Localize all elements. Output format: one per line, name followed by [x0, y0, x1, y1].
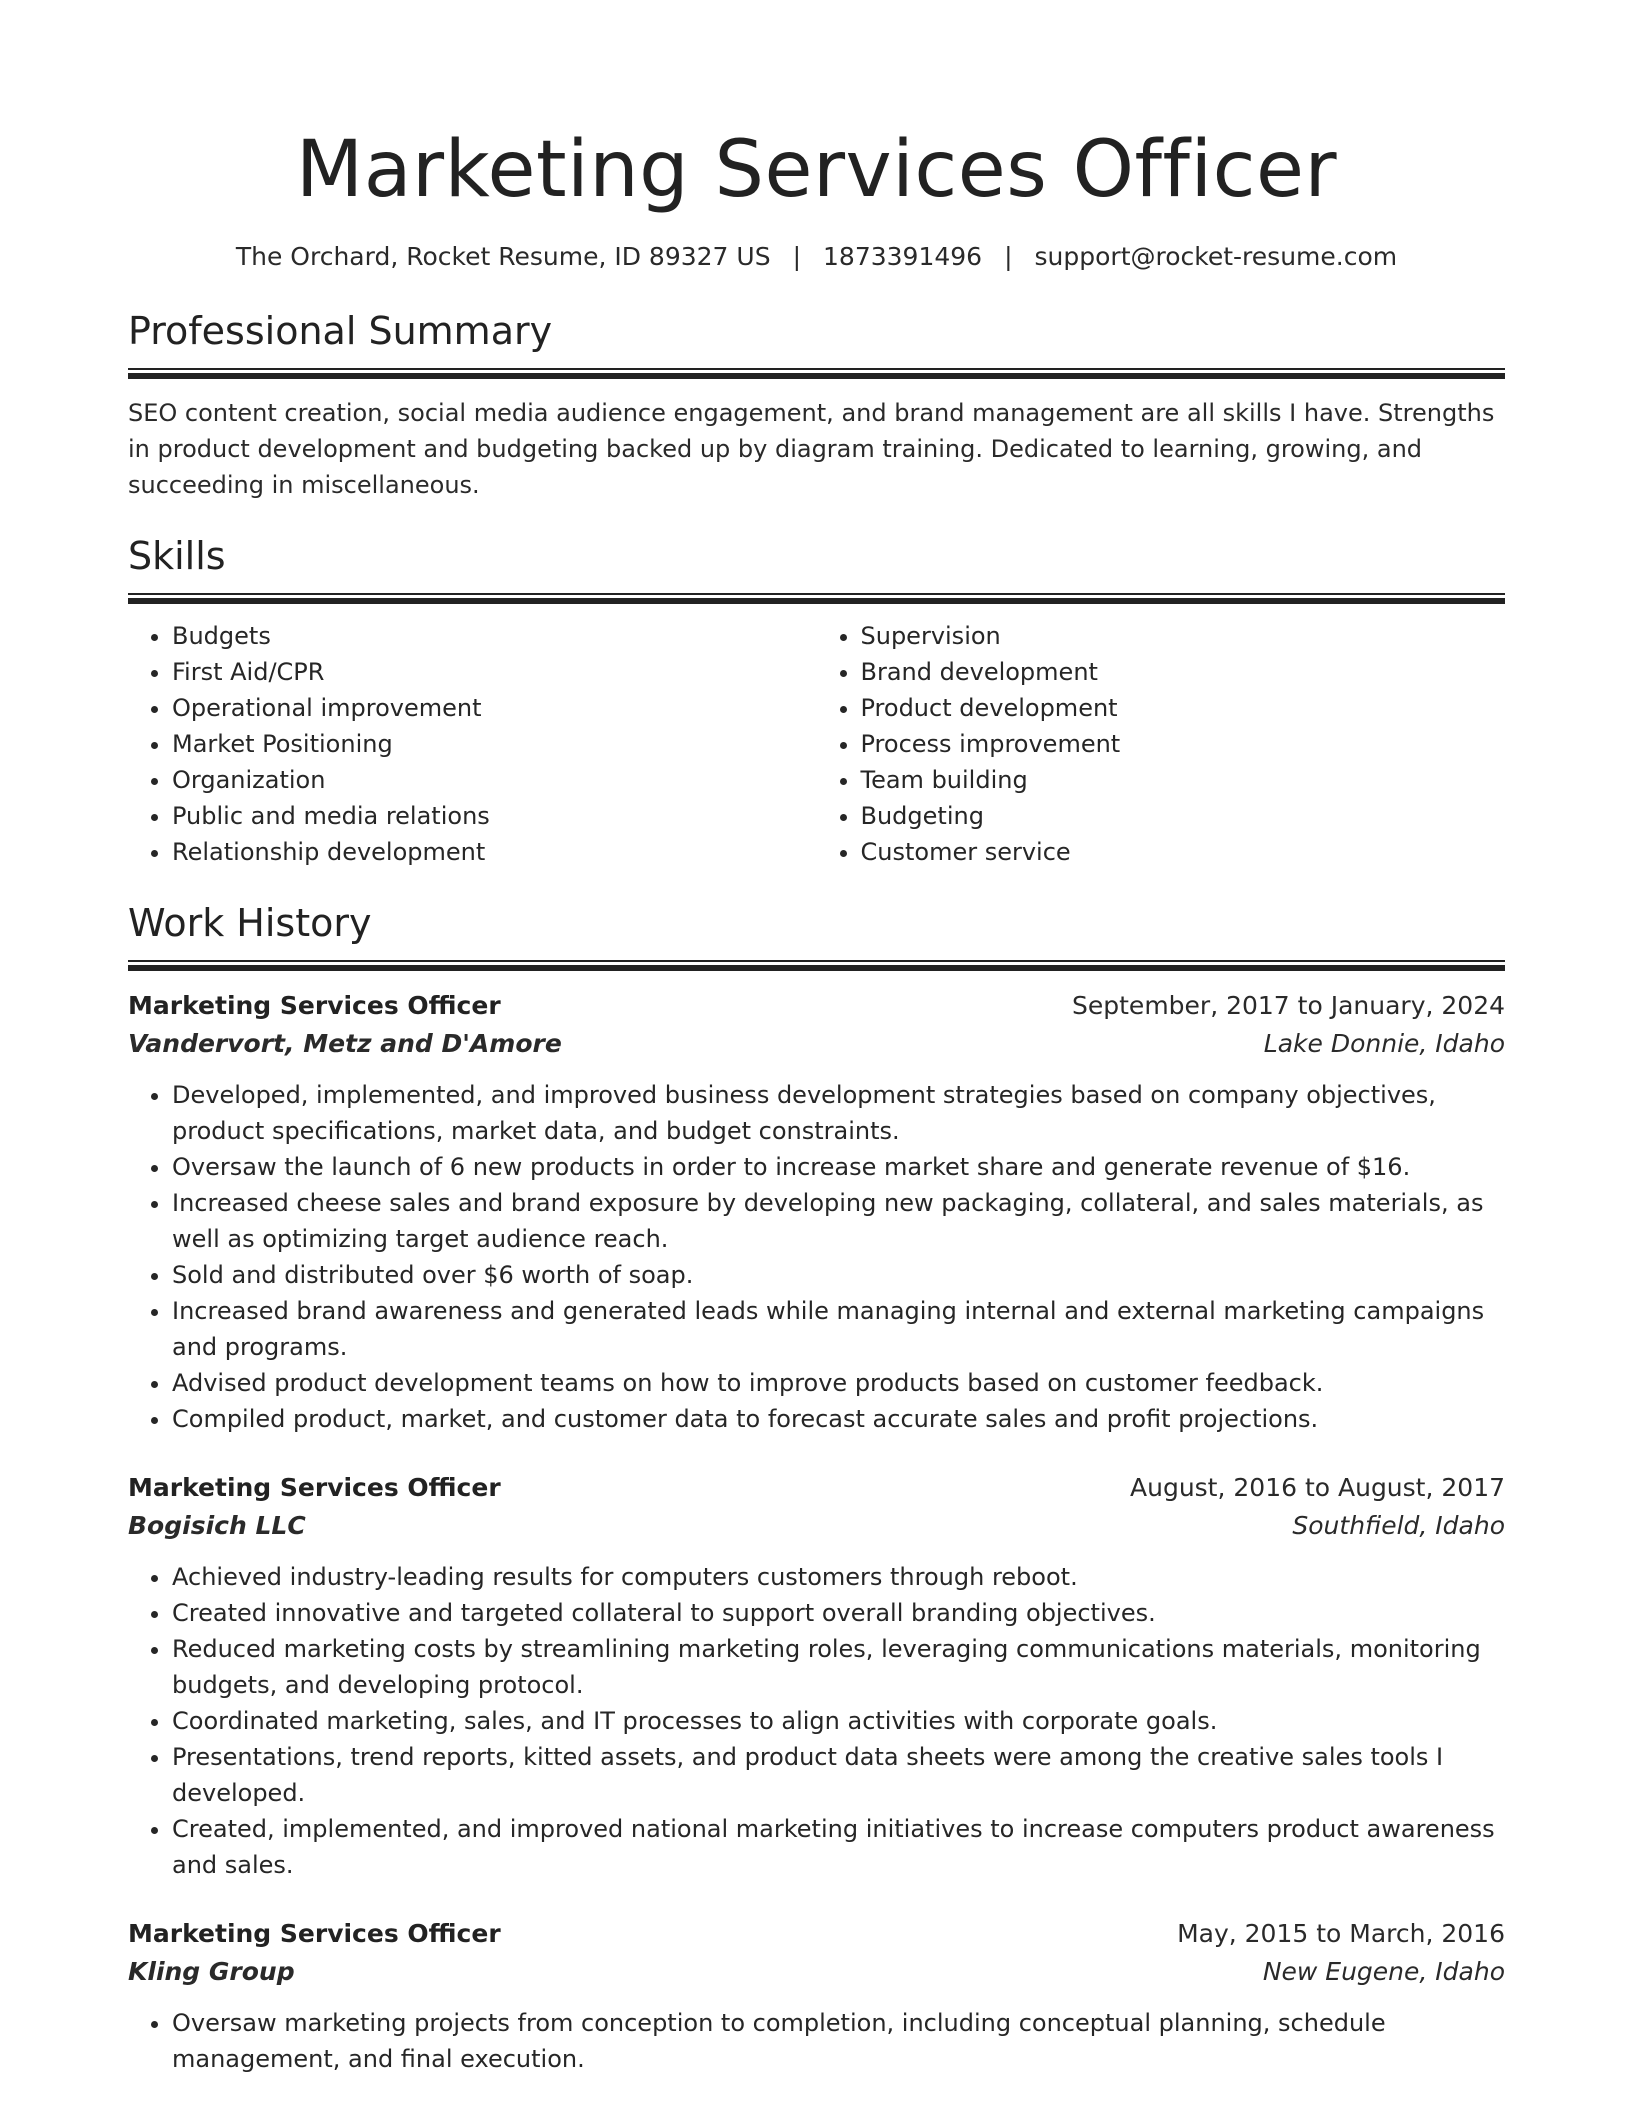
job-bullet: • Achieved industry-leading results for computers customers through reboot. [172, 1559, 1505, 1595]
contact-email[interactable]: support@rocket-resume.com [1034, 242, 1398, 271]
job-title: Marketing Services Officer [128, 1473, 501, 1502]
job-header [128, 1915, 1505, 1953]
section-divider [128, 368, 1505, 379]
job-bullet: • Increased brand awareness and generated leads while managing internal and external marketing campaigns and programs. [172, 1293, 1505, 1365]
skills-list-right [817, 618, 1506, 870]
job-entry [128, 1469, 1505, 1883]
skill-item: • Brand development [861, 654, 1506, 690]
job-bullet: • Compiled product, market, and customer data to forecast accurate sales and profit projections. [172, 1401, 1505, 1437]
job-bullet: • Sold and distributed over $6 worth of soap. [172, 1257, 1505, 1293]
contact-separator: | [792, 242, 802, 271]
job-location: New Eugene, Idaho [1262, 1957, 1505, 1986]
job-location: Southfield, Idaho [1292, 1511, 1505, 1540]
job-location: Lake Donnie, Idaho [1263, 1029, 1505, 1058]
summary-text: SEO content creation, social media audience engagement, and brand management are all skills I have. Strengths in product development and budgeting backed up by diagram training. Dedicated to learning, growing, and succeeding in miscellaneous. [128, 399, 1495, 499]
job-entry [128, 1915, 1505, 2077]
job-header [128, 1469, 1505, 1507]
section-divider [128, 960, 1505, 971]
skill-item: • Budgets [172, 618, 817, 654]
job-bullet: • Reduced marketing costs by streamlining marketing roles, leveraging communications materials, monitoring budgets, and developing protocol. [172, 1631, 1505, 1703]
skill-item: • Process improvement [861, 726, 1506, 762]
skill-item: • Relationship development [172, 834, 817, 870]
job-bullet: • Coordinated marketing, sales, and IT processes to align activities with corporate goals. [172, 1703, 1505, 1739]
job-subheader [128, 1953, 1505, 1991]
job-subheader [128, 1507, 1505, 1545]
job-company: Kling Group [128, 1957, 295, 1986]
summary-heading: Professional Summary [128, 309, 553, 353]
job-bullets [128, 1077, 1505, 1437]
job-subheader [128, 1025, 1505, 1063]
job-company: Vandervort, Metz and D'Amore [128, 1029, 562, 1058]
contact-separator: | [1004, 242, 1013, 271]
job-bullet: • Created, implemented, and improved national marketing initiatives to increase computers product awareness and sales. [172, 1811, 1505, 1883]
skill-item: • Customer service [861, 834, 1506, 870]
skills-heading: Skills [128, 534, 226, 578]
job-bullet: • Developed, implemented, and improved business development strategies based on company objectives, product specifications, market data, and budget constraints. [172, 1077, 1505, 1149]
candidate-name: Marketing Services Officer [295, 125, 1338, 215]
job-bullet: • Advised product development teams on how to improve products based on customer feedback. [172, 1365, 1505, 1401]
job-entry [128, 987, 1505, 1437]
skills-section [128, 533, 1505, 870]
skill-item: • First Aid/CPR [172, 654, 817, 690]
section-divider [128, 593, 1505, 604]
job-bullet: • Increased cheese sales and brand exposure by developing new packaging, collateral, and sales materials, as well as optimizing target audience reach. [172, 1185, 1505, 1257]
job-bullet: • Oversaw marketing projects from conception to completion, including conceptual planning, schedule management, and final execution. [172, 2005, 1505, 2077]
job-bullets [128, 1559, 1505, 1883]
skills-list-left [128, 618, 817, 870]
skill-item: • Supervision [861, 618, 1506, 654]
job-header [128, 987, 1505, 1025]
skill-item: • Budgeting [861, 798, 1506, 834]
skill-item: • Public and media relations [172, 798, 817, 834]
job-title: Marketing Services Officer [128, 991, 501, 1020]
job-dates: August, 2016 to August, 2017 [1130, 1473, 1505, 1502]
skill-item: • Organization [172, 762, 817, 798]
work-heading: Work History [128, 901, 372, 945]
job-bullets [128, 2005, 1505, 2077]
job-bullet: • Presentations, trend reports, kitted assets, and product data sheets were among the creative sales tools I developed. [172, 1739, 1505, 1811]
skills-columns [128, 618, 1505, 870]
skill-item: • Market Positioning [172, 726, 817, 762]
summary-section [128, 308, 1505, 503]
job-bullet: • Created innovative and targeted collateral to support overall branding objectives. [172, 1595, 1505, 1631]
contact-line [128, 240, 1505, 274]
skill-item: • Team building [861, 762, 1506, 798]
job-bullet: • Oversaw the launch of 6 new products in order to increase market share and generate revenue of $16. [172, 1149, 1505, 1185]
work-section [128, 900, 1505, 2077]
job-dates: May, 2015 to March, 2016 [1177, 1919, 1505, 1948]
skill-item: • Operational improvement [172, 690, 817, 726]
contact-phone: 1873391496 [823, 242, 983, 271]
job-dates: September, 2017 to January, 2024 [1072, 991, 1505, 1020]
job-company: Bogisich LLC [128, 1511, 306, 1540]
skill-item: • Product development [861, 690, 1506, 726]
contact-address: The Orchard, Rocket Resume, ID 89327 US [235, 242, 771, 271]
job-title: Marketing Services Officer [128, 1919, 501, 1948]
